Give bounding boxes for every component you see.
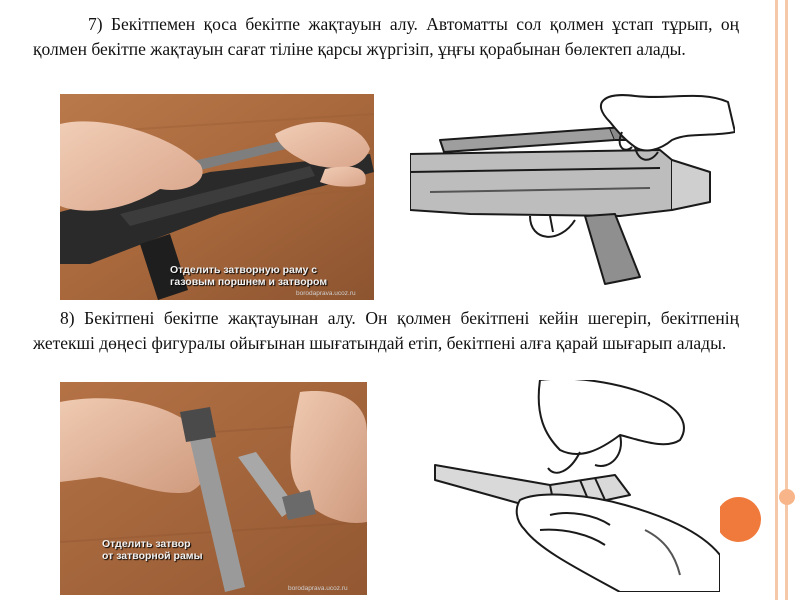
step-7-drawing <box>410 92 735 292</box>
step-8-photo-watermark: borodaprava.ucoz.ru <box>288 585 348 592</box>
decorative-circle-large <box>716 497 761 542</box>
step-8-drawing <box>430 380 720 592</box>
step-7-photo <box>60 94 374 300</box>
step-8-caption-line-2: от затворной рамы <box>102 550 203 562</box>
border-stripe-left <box>775 0 778 600</box>
step-7-text: 7) Бекітпемен қоса бекітпе жақтауын алу. Автоматты сол қолмен ұстап тұрып, оң қолмен бекітпе жақтауын сағат тіліне қарсы жүргізіп, ұңғы қорабынан бөлектеп алады. <box>33 14 739 59</box>
step-7-photo-caption <box>170 264 370 288</box>
step-8-caption-line-1: Отделить затвор <box>102 538 191 550</box>
step-7-caption-line-2: газовым поршнем и затвором <box>170 276 328 288</box>
rifle-disassembly-sketch <box>410 92 735 292</box>
decorative-circle-small <box>779 489 795 505</box>
border-stripe-right <box>785 0 788 600</box>
step-7-caption-line-1: Отделить затворную раму с <box>170 264 318 276</box>
bolt-removal-photo-illustration <box>60 382 367 595</box>
step-8-text: 8) Бекітпені бекітпе жақтауынан алу. Он қолмен бекітпені кейін шегеріп, бекітпенің жетекші дөңесі фигуралы ойығынан шығатындай етіп, бекітпені алға қарай шығарып алады. <box>33 308 739 353</box>
step-8-photo <box>60 382 367 595</box>
step-7-photo-watermark: borodaprava.ucoz.ru <box>296 290 356 297</box>
step-8-photo-caption <box>102 538 262 562</box>
bolt-removal-sketch <box>430 380 720 592</box>
